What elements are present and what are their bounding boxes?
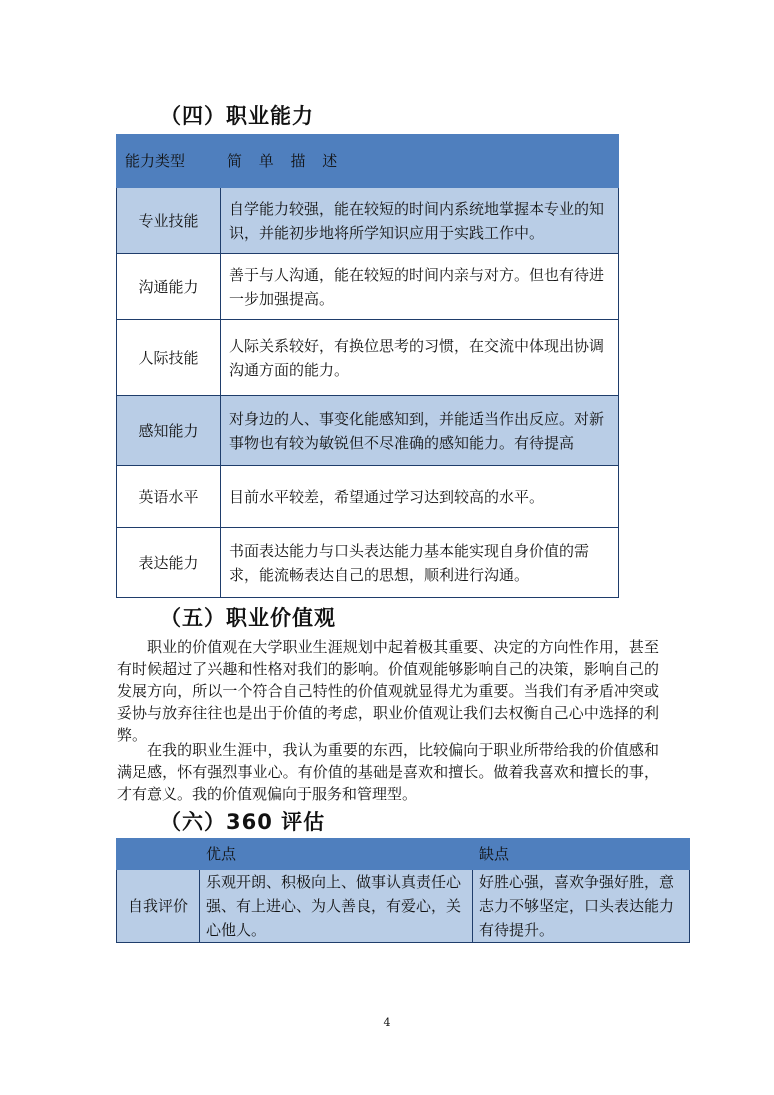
- values-paragraph-1: 职业的价值观在大学职业生涯规划中起着极其重要、决定的方向性作用，甚至有时候超过了兴趣和性格对我们的影响。价值观能够影响自己的决策，影响自己的发展方向，所以一个符合自己特性的价值观就显得尤为重要。当我们有矛盾冲突或妥协与放弃往往也是出于价值的考虑，职业价值观让我们去权衡自己心中选择的利弊。: [117, 638, 659, 744]
- eval-header-blank: [117, 839, 200, 870]
- eval-row: [117, 870, 690, 943]
- eval-row-cons: 好胜心强，喜欢争强好胜，意志力不够坚定，口头表达能力有待提升。: [473, 870, 690, 943]
- table-row: [117, 188, 619, 254]
- ability-desc: 书面表达能力与口头表达能力基本能实现自身价值的需求，能流畅表达自己的思想，顺利进行沟通。: [221, 528, 619, 598]
- values-paragraph-2: 在我的职业生涯中，我认为重要的东西，比较偏向于职业所带给我的价值感和满足感，怀有强烈事业心。有价值的基础是喜欢和擅长。做着我喜欢和擅长的事，才有意义。我的价值观偏向于服务和管理型。: [117, 741, 659, 803]
- ability-type: 表达能力: [117, 528, 221, 598]
- header-desc: 简 单 描 述: [221, 135, 619, 188]
- ability-desc: 人际关系较好，有换位思考的习惯，在交流中体现出协调沟通方面的能力。: [221, 320, 619, 396]
- eval-header-row: [117, 839, 690, 870]
- section-title-eval: （六）360 评估: [160, 810, 326, 834]
- eval-header-cons: 缺点: [473, 839, 690, 870]
- table-row: [117, 466, 619, 528]
- ability-type: 英语水平: [117, 466, 221, 528]
- ability-desc: 对身边的人、事变化能感知到，并能适当作出反应。对新事物也有较为敏锐但不尽准确的感知能力。有待提高: [221, 396, 619, 466]
- eval-table: [116, 838, 690, 943]
- ability-type: 人际技能: [117, 320, 221, 396]
- ability-type: 沟通能力: [117, 254, 221, 320]
- eval-row-label: 自我评价: [117, 870, 200, 943]
- abilities-table: [116, 134, 619, 598]
- eval-header-pros: 优点: [200, 839, 473, 870]
- ability-desc: 目前水平较差，希望通过学习达到较高的水平。: [221, 466, 619, 528]
- ability-desc: 自学能力较强，能在较短的时间内系统地掌握本专业的知识，并能初步地将所学知识应用于实践工作中。: [221, 188, 619, 254]
- section-title-values: （五）职业价值观: [160, 606, 336, 630]
- ability-type: 感知能力: [117, 396, 221, 466]
- table-row: [117, 254, 619, 320]
- eval-row-pros: 乐观开朗、积极向上、做事认真责任心强、有上进心、为人善良，有爱心，关心他人。: [200, 870, 473, 943]
- table-row: [117, 396, 619, 466]
- ability-desc: 善于与人沟通，能在较短的时间内亲与对方。但也有待进一步加强提高。: [221, 254, 619, 320]
- table-row: [117, 528, 619, 598]
- page-number: 4: [383, 1016, 391, 1029]
- ability-type: 专业技能: [117, 188, 221, 254]
- section-title-abilities: （四）职业能力: [160, 104, 314, 128]
- table-header-row: [117, 135, 619, 188]
- header-type: 能力类型: [117, 135, 221, 188]
- table-row: [117, 320, 619, 396]
